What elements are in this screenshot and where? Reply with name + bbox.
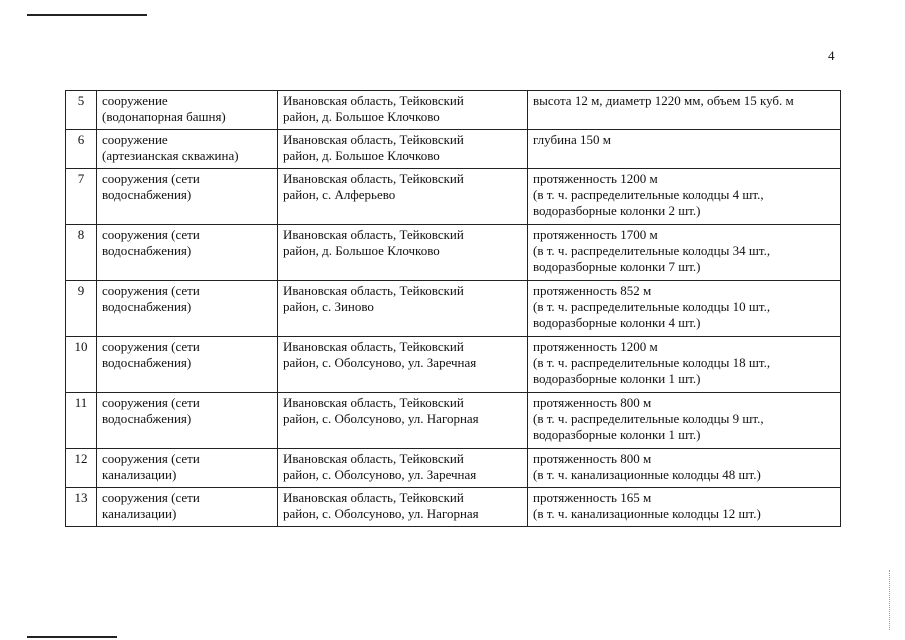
object-name-line: водоснабжения) xyxy=(102,355,192,370)
table-row xyxy=(66,225,841,281)
object-name-cell xyxy=(97,449,278,488)
characteristics-line: протяженность 1200 м xyxy=(533,171,658,186)
characteristics-cell xyxy=(528,91,841,130)
object-name-cell xyxy=(97,337,278,393)
address-line: Ивановская область, Тейковский xyxy=(283,451,464,466)
address-line: район, д. Большое Клочково xyxy=(283,148,440,163)
characteristics-line: (в т. ч. распределительные колодцы 10 шт., xyxy=(533,299,771,314)
address-line: район, д. Большое Клочково xyxy=(283,243,440,258)
row-number: 12 xyxy=(66,449,97,488)
object-name-cell xyxy=(97,91,278,130)
address-cell xyxy=(278,488,528,527)
characteristics-cell xyxy=(528,393,841,449)
object-name-cell xyxy=(97,281,278,337)
characteristics-line: водоразборные колонки 2 шт.) xyxy=(533,203,701,218)
object-name-line: сооружения (сети xyxy=(102,339,200,354)
object-name-line: сооружения (сети xyxy=(102,451,200,466)
characteristics-line: (в т. ч. распределительные колодцы 34 шт., xyxy=(533,243,771,258)
characteristics-cell xyxy=(528,130,841,169)
row-number: 5 xyxy=(66,91,97,130)
characteristics-line: протяженность 1200 м xyxy=(533,339,658,354)
address-line: Ивановская область, Тейковский xyxy=(283,132,464,147)
table-row xyxy=(66,393,841,449)
object-name-line: водоснабжения) xyxy=(102,243,192,258)
table-row xyxy=(66,488,841,527)
characteristics-line: протяженность 165 м xyxy=(533,490,652,505)
table-row xyxy=(66,130,841,169)
object-name-line: (артезианская скважина) xyxy=(102,148,239,163)
characteristics-cell xyxy=(528,337,841,393)
object-name-cell xyxy=(97,130,278,169)
address-line: район, с. Оболсуново, ул. Нагорная xyxy=(283,506,479,521)
table-row xyxy=(66,449,841,488)
characteristics-line: протяженность 1700 м xyxy=(533,227,658,242)
object-name-line: водоснабжения) xyxy=(102,411,192,426)
address-line: Ивановская область, Тейковский xyxy=(283,395,464,410)
address-line: Ивановская область, Тейковский xyxy=(283,339,464,354)
footer-rule xyxy=(27,636,117,638)
header-rule xyxy=(27,14,147,16)
table-row xyxy=(66,281,841,337)
characteristics-line: водоразборные колонки 7 шт.) xyxy=(533,259,701,274)
property-table xyxy=(65,90,841,527)
characteristics-line: (в т. ч. распределительные колодцы 9 шт., xyxy=(533,411,764,426)
object-name-line: сооружение xyxy=(102,132,168,147)
object-name-line: сооружения (сети xyxy=(102,490,200,505)
address-line: район, д. Большое Клочково xyxy=(283,109,440,124)
object-name-line: сооружения (сети xyxy=(102,283,200,298)
characteristics-line: водоразборные колонки 1 шт.) xyxy=(533,371,701,386)
characteristics-cell xyxy=(528,281,841,337)
address-line: район, с. Оболсуново, ул. Нагорная xyxy=(283,411,479,426)
object-name-cell xyxy=(97,225,278,281)
object-name-line: водоснабжения) xyxy=(102,299,192,314)
characteristics-line: (в т. ч. канализационные колодцы 12 шт.) xyxy=(533,506,761,521)
table-row xyxy=(66,91,841,130)
characteristics-cell xyxy=(528,169,841,225)
address-line: район, с. Алферьево xyxy=(283,187,396,202)
characteristics-line: высота 12 м, диаметр 1220 мм, объем 15 куб. м xyxy=(533,93,794,108)
object-name-line: (водонапорная башня) xyxy=(102,109,226,124)
row-number: 8 xyxy=(66,225,97,281)
address-line: район, с. Оболсуново, ул. Заречная xyxy=(283,355,477,370)
object-name-line: сооружения (сети xyxy=(102,227,200,242)
characteristics-line: протяженность 800 м xyxy=(533,395,652,410)
characteristics-cell xyxy=(528,488,841,527)
address-cell xyxy=(278,169,528,225)
row-number: 7 xyxy=(66,169,97,225)
address-cell xyxy=(278,337,528,393)
address-cell xyxy=(278,130,528,169)
address-line: Ивановская область, Тейковский xyxy=(283,283,464,298)
object-name-line: канализации) xyxy=(102,506,177,521)
row-number: 13 xyxy=(66,488,97,527)
address-line: Ивановская область, Тейковский xyxy=(283,171,464,186)
object-name-line: водоснабжения) xyxy=(102,187,192,202)
characteristics-line: (в т. ч. распределительные колодцы 18 шт., xyxy=(533,355,771,370)
object-name-line: сооружение xyxy=(102,93,168,108)
object-name-line: сооружения (сети xyxy=(102,171,200,186)
characteristics-line: (в т. ч. распределительные колодцы 4 шт., xyxy=(533,187,764,202)
row-number: 9 xyxy=(66,281,97,337)
characteristics-line: протяженность 852 м xyxy=(533,283,652,298)
table-row xyxy=(66,337,841,393)
address-line: Ивановская область, Тейковский xyxy=(283,490,464,505)
address-cell xyxy=(278,393,528,449)
address-line: район, с. Зиново xyxy=(283,299,374,314)
object-name-cell xyxy=(97,488,278,527)
object-name-line: сооружения (сети xyxy=(102,395,200,410)
address-cell xyxy=(278,91,528,130)
page-number: 4 xyxy=(828,48,835,63)
table-row xyxy=(66,169,841,225)
row-number: 10 xyxy=(66,337,97,393)
row-number: 11 xyxy=(66,393,97,449)
characteristics-cell xyxy=(528,225,841,281)
scan-edge-marks xyxy=(889,570,894,630)
address-line: район, с. Оболсуново, ул. Заречная xyxy=(283,467,477,482)
characteristics-line: водоразборные колонки 4 шт.) xyxy=(533,315,701,330)
object-name-cell xyxy=(97,169,278,225)
address-line: Ивановская область, Тейковский xyxy=(283,93,464,108)
address-line: Ивановская область, Тейковский xyxy=(283,227,464,242)
object-name-line: канализации) xyxy=(102,467,177,482)
address-cell xyxy=(278,225,528,281)
characteristics-cell xyxy=(528,449,841,488)
characteristics-line: (в т. ч. канализационные колодцы 48 шт.) xyxy=(533,467,761,482)
address-cell xyxy=(278,449,528,488)
characteristics-line: водоразборные колонки 1 шт.) xyxy=(533,427,701,442)
characteristics-line: глубина 150 м xyxy=(533,132,612,147)
address-cell xyxy=(278,281,528,337)
row-number: 6 xyxy=(66,130,97,169)
object-name-cell xyxy=(97,393,278,449)
characteristics-line: протяженность 800 м xyxy=(533,451,652,466)
